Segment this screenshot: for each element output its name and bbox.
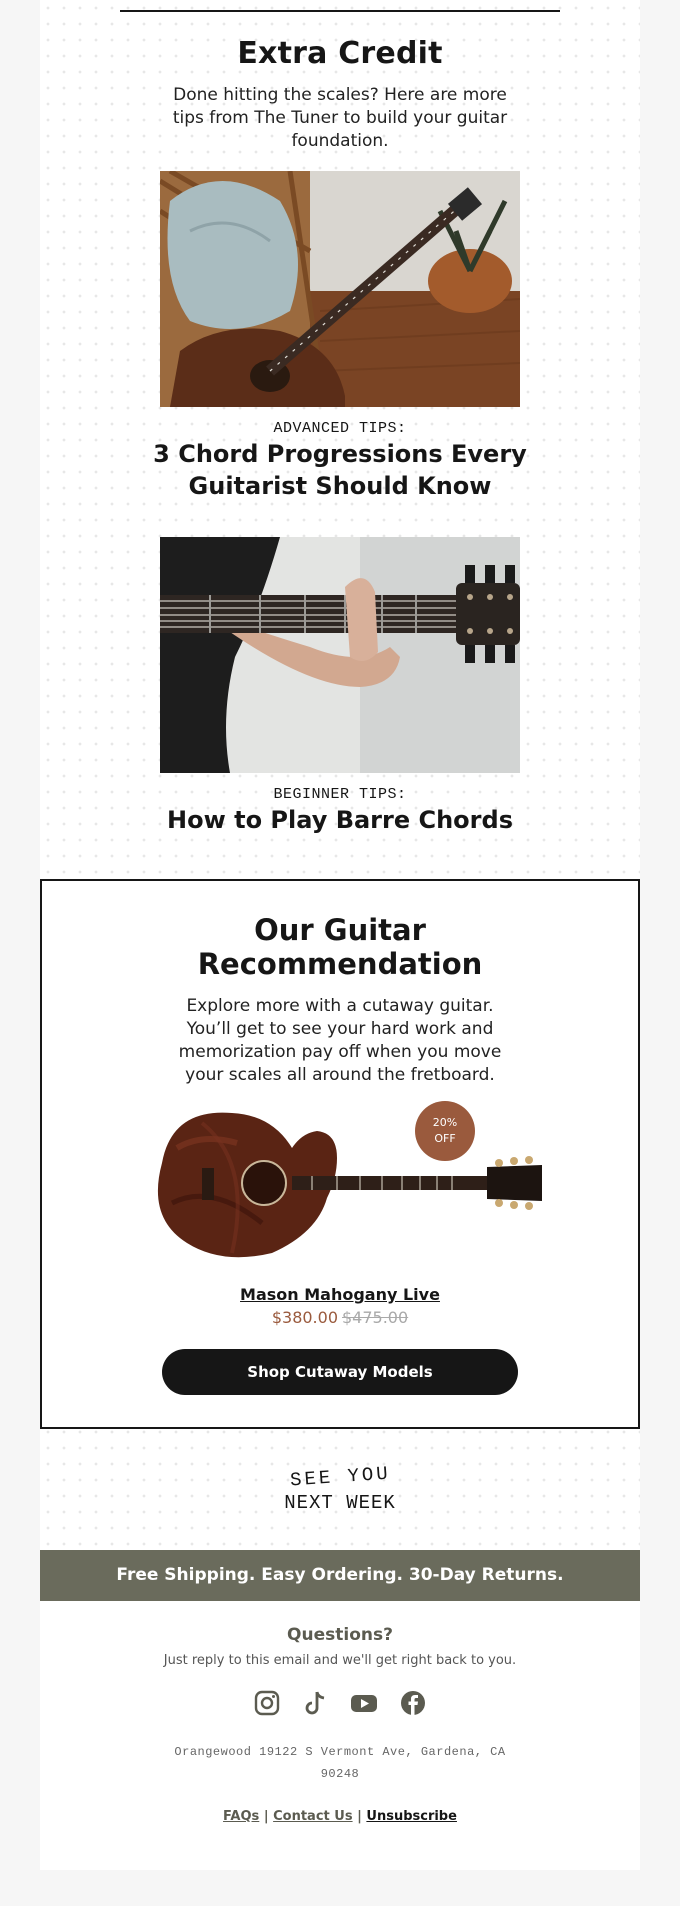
- guitar-recommendation-card: [40, 879, 640, 1429]
- unsubscribe-link[interactable]: Unsubscribe: [366, 1809, 457, 1824]
- youtube-icon[interactable]: [350, 1689, 378, 1717]
- contact-us-link[interactable]: Contact Us: [273, 1809, 353, 1824]
- section-title: Extra Credit: [237, 36, 443, 71]
- section-intro: Done hitting the scales? Here are more tips from The Tuner to build your guitar foundation.: [172, 85, 508, 151]
- footer: [40, 1601, 640, 1870]
- questions-title: Questions?: [287, 1625, 393, 1645]
- sale-price: $380.00: [271, 1308, 338, 1327]
- link-separator: |: [263, 1809, 269, 1824]
- article-eyebrow: ADVANCED TIPS:: [273, 420, 407, 437]
- facebook-icon[interactable]: [399, 1689, 427, 1717]
- article-image-barre-chords[interactable]: [160, 537, 520, 773]
- recommendation-body: Explore more with a cutaway guitar. You’ll get to see your hard work and memorization pay off when you move your scales all around the fretboard.: [178, 996, 502, 1085]
- hand-on-fretboard-photo: [160, 537, 520, 773]
- instagram-icon[interactable]: [253, 1689, 281, 1717]
- article-title-chord-progressions[interactable]: 3 Chord Progressions Every Guitarist Should Know: [153, 440, 527, 500]
- cutaway-guitar-image: [142, 1103, 542, 1263]
- article-image-chord-progressions[interactable]: [160, 171, 520, 407]
- questions-subtitle: Just reply to this email and we'll get right back to you.: [163, 1653, 517, 1668]
- shipping-banner: Free Shipping. Easy Ordering. 30-Day Returns.: [40, 1550, 640, 1601]
- product-name-link[interactable]: Mason Mahogany Live: [240, 1285, 440, 1304]
- tiktok-icon[interactable]: [302, 1689, 330, 1717]
- mailing-address: Orangewood 19122 S Vermont Ave, Gardena, CA 90248: [174, 1745, 506, 1781]
- email-body: [40, 0, 640, 1870]
- original-price: $475.00: [342, 1308, 409, 1327]
- discount-badge: 20% OFF: [415, 1101, 475, 1161]
- footer-links: [40, 1809, 640, 1824]
- top-divider: [120, 10, 560, 12]
- signoff: [40, 1462, 640, 1514]
- shop-cutaway-models-button[interactable]: Shop Cutaway Models: [162, 1349, 518, 1395]
- product-image[interactable]: [142, 1103, 542, 1263]
- see-you-text: SEE YOU: [288, 1462, 392, 1492]
- article-title-barre-chords[interactable]: How to Play Barre Chords: [167, 806, 513, 834]
- article-eyebrow: BEGINNER TIPS:: [273, 786, 407, 803]
- next-week-text: NEXT WEEK: [284, 1492, 396, 1514]
- faqs-link[interactable]: FAQs: [223, 1809, 260, 1824]
- link-separator: |: [357, 1809, 362, 1824]
- product-price: [42, 1308, 638, 1327]
- guitar-on-chair-photo: [160, 171, 520, 407]
- recommendation-title: Our Guitar Recommendation: [197, 913, 483, 981]
